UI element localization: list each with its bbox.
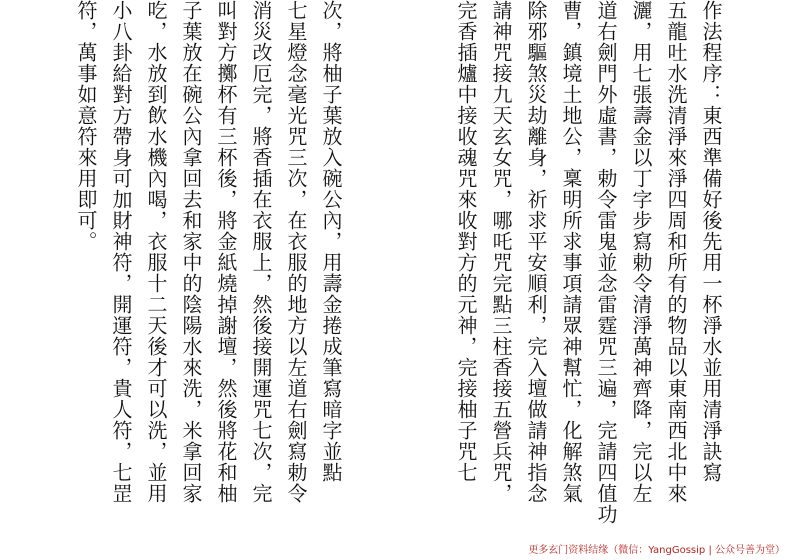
text-column-7: 請神咒接九天玄女咒，哪吒咒完點三柱香接五營兵咒， [489,0,513,504]
text-column-2: 五龍吐水洗清淨來淨四周和所有的物品以東南西北中來 [664,0,688,504]
text-column-14: 吃，水放到飲水機內喝，衣服十二天後才可以洗，並用 [144,0,168,504]
text-column-9: 次，將柚子葉放入碗公內，用壽金捲成筆寫暗字並點 [319,0,343,483]
text-column-15: 小八卦給對方帶身可加財神符，開運符，貴人符，七罡 [109,0,133,504]
text-column-3: 灑，用七張壽金以丁字步寫勅令清淨萬神齊降，完以左 [629,0,653,504]
watermark-footer: 更多玄门资料结缘（微信：YangGossip | 公众号善为堂） [528,545,785,556]
text-column-4: 道右劍門外虛書，勅令雷鬼並念雷霆咒三遍，完請四值功 [594,0,618,525]
text-column-6: 除邪驅煞災劫離身，祈求平安順利，完入壇做請神指念 [524,0,548,504]
text-column-16: 符，萬事如意符來用即可。 [74,0,98,252]
text-column-1: 作法程序：東西準備好後先用一杯淨水並用清淨訣寫 [699,0,723,483]
text-column-12: 叫對方擲杯有三杯後，將金紙燒掉謝壇，然後將花和柚 [214,0,238,504]
text-column-11: 消災改厄完，將香插在衣服上，然後接開運咒七次，完 [249,0,273,504]
text-column-10: 七星燈念毫光咒三次，在衣服的地方以左道右劍寫勅令 [284,0,308,504]
text-column-5: 曹，鎮境土地公，稟明所求事項請眾神幫忙，化解煞氣 [559,0,583,504]
text-column-13: 子葉放在碗公內拿回去和家中的陰陽水來洗，米拿回家 [179,0,203,504]
text-column-8: 完香插爐中接收魂咒來收對方的元神，完接柚子咒七 [454,0,478,483]
